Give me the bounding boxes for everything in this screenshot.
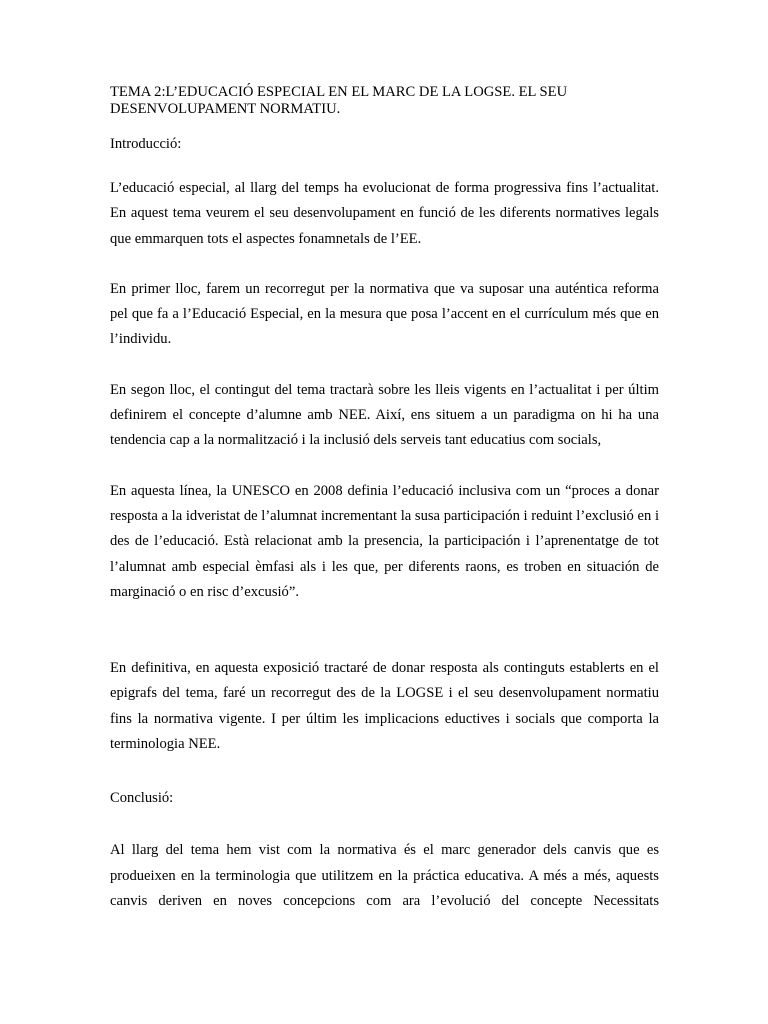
intro-paragraph: En definitiva, en aquesta exposició tractaré de donar resposta als continguts establerts en el epigrafs del tema, faré un recorregut des de la LOGSE i el seu desenvolupament normatiu fins la normativa vigente. I per últim les implicacions eductives i socials que comporta la terminologia NEE. — [110, 660, 659, 753]
intro-paragraph: En primer lloc, farem un recorregut per la normativa que va suposar una auténtica reforma pel que fa a l’Educació Especial, en la mesura que posa l’accent en el currículum més que en l’individu. — [110, 280, 659, 348]
conclusion-paragraph: Al llarg del tema hem vist com la normativa és el marc generador dels canvis que es produeixen en la terminologia que utilitzem en la práctica educativa. A més a més, aquests canvis deriven en noves concepcions com ara l’evolució del concepte Necessitats — [110, 842, 659, 909]
intro-paragraph: En aquesta línea, la UNESCO en 2008 definia l’educació inclusiva com un “proces a donar resposta a la idveristat de l’alumnat incrementant la susa participación i reduint l’exclusió en i des de l’educació. Està relacionat amb la presencia, la participación i l’aprenentatge de tot l’alumnat amb especial èmfasi als i les que, per diferents raons, es troben en situación de marginació o en risc d’excusió”. — [110, 482, 659, 600]
conclusion-heading: Conclusió: — [110, 790, 174, 807]
intro-heading: Introducció: — [110, 136, 182, 152]
document-page — [110, 84, 659, 914]
document-title: TEMA 2:L’EDUCACIÓ ESPECIAL EN EL MARC DE LA LOGSE. EL SEU DESENVOLUPAMENT NORMATIU. — [110, 84, 568, 117]
intro-paragraph: En segon lloc, el contingut del tema tractarà sobre les lleis vigents en l’actualitat i per últim definirem el concepte d’alumne amb NEE. Així, ens situem a un paradigma on hi ha una tendencia cap a la normalització i la inclusió dels serveis tant educatius com socials, — [110, 381, 659, 449]
intro-paragraph: L’educació especial, al llarg del temps ha evolucionat de forma progressiva fins l’actualitat. En aquest tema veurem el seu desenvolupament en funció de les diferents normatives legals que emmarquen tots el aspectes fonamnetals de l’EE. — [110, 180, 659, 247]
